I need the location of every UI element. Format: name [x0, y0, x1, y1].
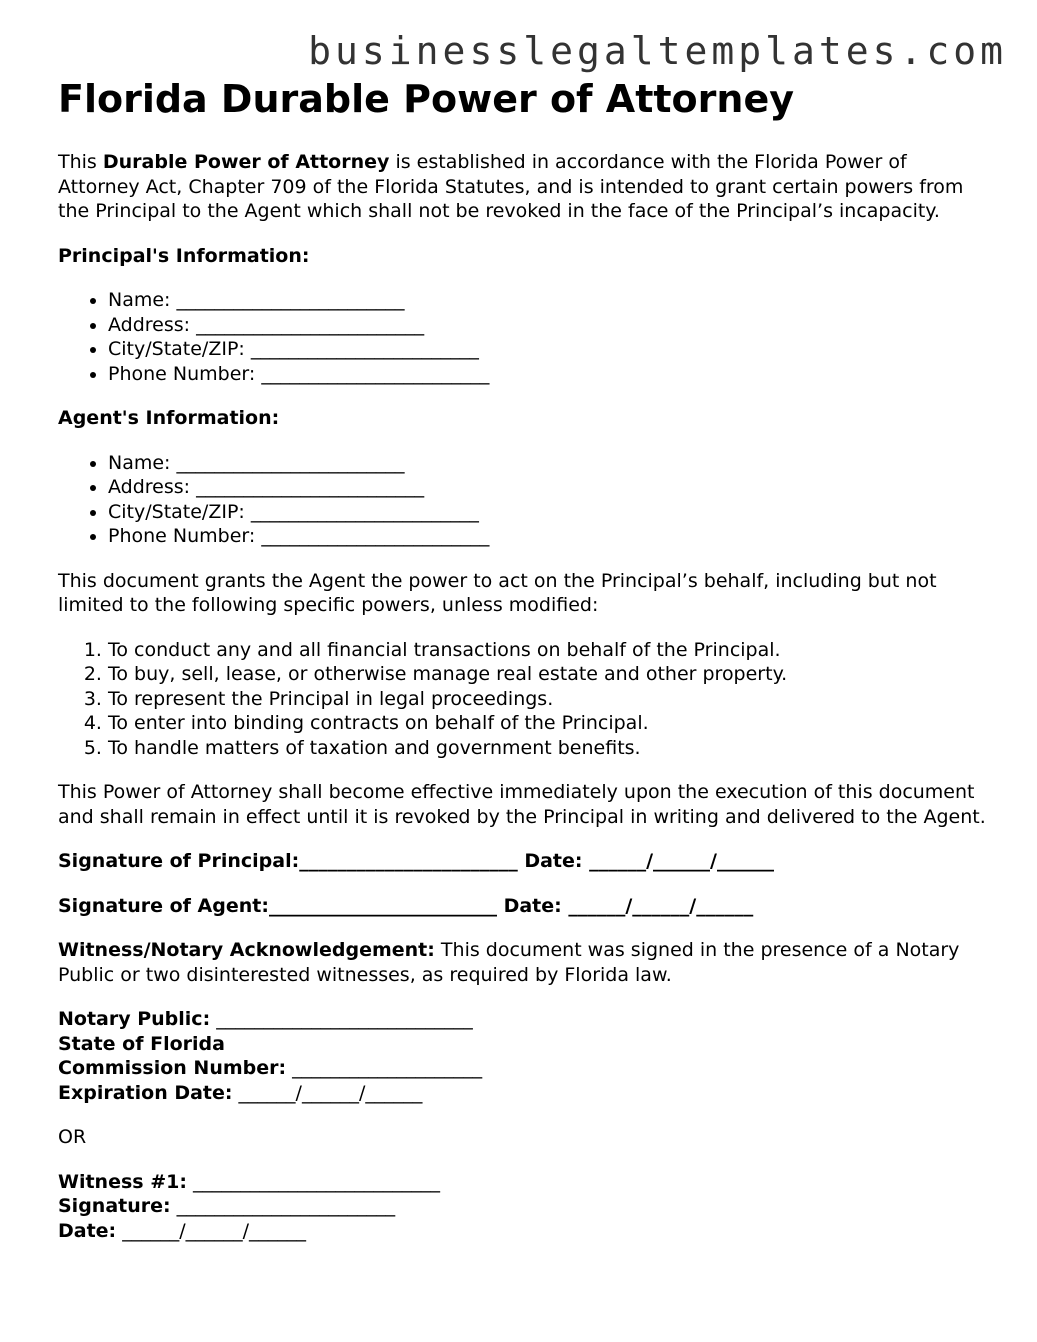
agent-signature-line: Signature of Agent:________________________ Date: ______/______/______ — [58, 894, 754, 917]
agent-address-field: • Address: ________________________ — [108, 475, 988, 500]
intro-prefix: This — [58, 151, 103, 173]
powers-intro: This document grants the Agent the power to act on the Principal’s behalf, including but not limited to the following specific powers, unless modified: — [58, 569, 937, 616]
notary-public-blank: ___________________________ — [210, 1008, 473, 1030]
intro-rest: is established in accordance with the Florida Power of Attorney Act, Chapter 709 of the Florida Statutes, and is intended to grant certain powers from the Principal to the Agent which shall not be revoked in the face of the Principal’s incapacity. — [58, 151, 964, 222]
witness1-date-line — [58, 1219, 988, 1244]
document-title: Florida Durable Power of Attorney — [58, 77, 794, 121]
witness1-blank: __________________________ — [186, 1170, 440, 1193]
witness1-signature-label: Signature: — [58, 1195, 171, 1217]
agent-heading: Agent's Information: — [58, 407, 280, 429]
commission-number-label: Commission Number: — [58, 1057, 287, 1079]
document-page — [58, 76, 988, 1263]
witness1-signature-line — [58, 1194, 988, 1219]
intro-bold: Durable Power of Attorney — [102, 151, 390, 173]
commission-number-blank: ____________________ — [286, 1057, 483, 1079]
witness1-date-blank: ______/______/______ — [116, 1219, 307, 1242]
witness-notary-label: Witness/Notary Acknowledgement: — [58, 939, 435, 961]
power-item: 4. To enter into binding contracts on behalf of the Principal. — [108, 711, 988, 736]
expiration-date-line — [58, 1081, 988, 1106]
principal-name-field: • Name: ________________________ — [108, 288, 988, 313]
agent-city-field: • City/State/ZIP: ________________________ — [108, 500, 988, 525]
witness1-line — [58, 1170, 988, 1195]
power-item: 2. To buy, sell, lease, or otherwise manage real estate and other property. — [108, 662, 988, 687]
power-item: 3. To represent the Principal in legal proceedings. — [108, 687, 988, 712]
commission-number-line — [58, 1056, 988, 1081]
witness1-date-label: Date: — [58, 1219, 117, 1242]
power-item: 5. To handle matters of taxation and government benefits. — [108, 736, 988, 761]
notary-public-label: Notary Public: — [58, 1008, 211, 1030]
expiration-date-blank: ______/______/______ — [232, 1081, 423, 1104]
watermark: businesslegaltemplates.com — [308, 29, 1007, 73]
principal-address-field: • Address: ________________________ — [108, 313, 988, 338]
notary-block — [58, 1007, 988, 1105]
principal-fields — [58, 288, 988, 386]
effective-paragraph: This Power of Attorney shall become effective immediately upon the execution of this document and shall remain in effect until it is revoked by the Principal in writing and delivered to the Agent. — [58, 781, 986, 828]
witness1-signature-blank: _______________________ — [170, 1195, 396, 1217]
principal-city-field: • City/State/ZIP: ________________________ — [108, 337, 988, 362]
intro-paragraph — [58, 150, 988, 224]
expiration-date-label: Expiration Date: — [58, 1081, 233, 1104]
principal-phone-field: • Phone Number: ________________________ — [108, 362, 988, 387]
agent-fields — [58, 451, 988, 549]
witness-notary-text: This document was signed in the presence of a Notary Public or two disinterested witnesses, as required by Florida law. — [58, 939, 960, 986]
agent-phone-field: • Phone Number: ________________________ — [108, 524, 988, 549]
witness1-label: Witness #1: — [58, 1170, 187, 1193]
witness-notary-paragraph — [58, 938, 988, 987]
principal-heading: Principal's Information: — [58, 244, 310, 267]
notary-state: State of Florida — [58, 1032, 225, 1055]
principal-signature-line: Signature of Principal:_______________________ Date: ______/______/______ — [58, 850, 774, 872]
agent-name-field: • Name: ________________________ — [108, 451, 988, 476]
or-separator: OR — [58, 1126, 87, 1148]
notary-public-line — [58, 1007, 988, 1032]
powers-list — [58, 638, 988, 761]
power-item: 1. To conduct any and all financial transactions on behalf of the Principal. — [108, 638, 988, 663]
witness1-block — [58, 1170, 988, 1244]
